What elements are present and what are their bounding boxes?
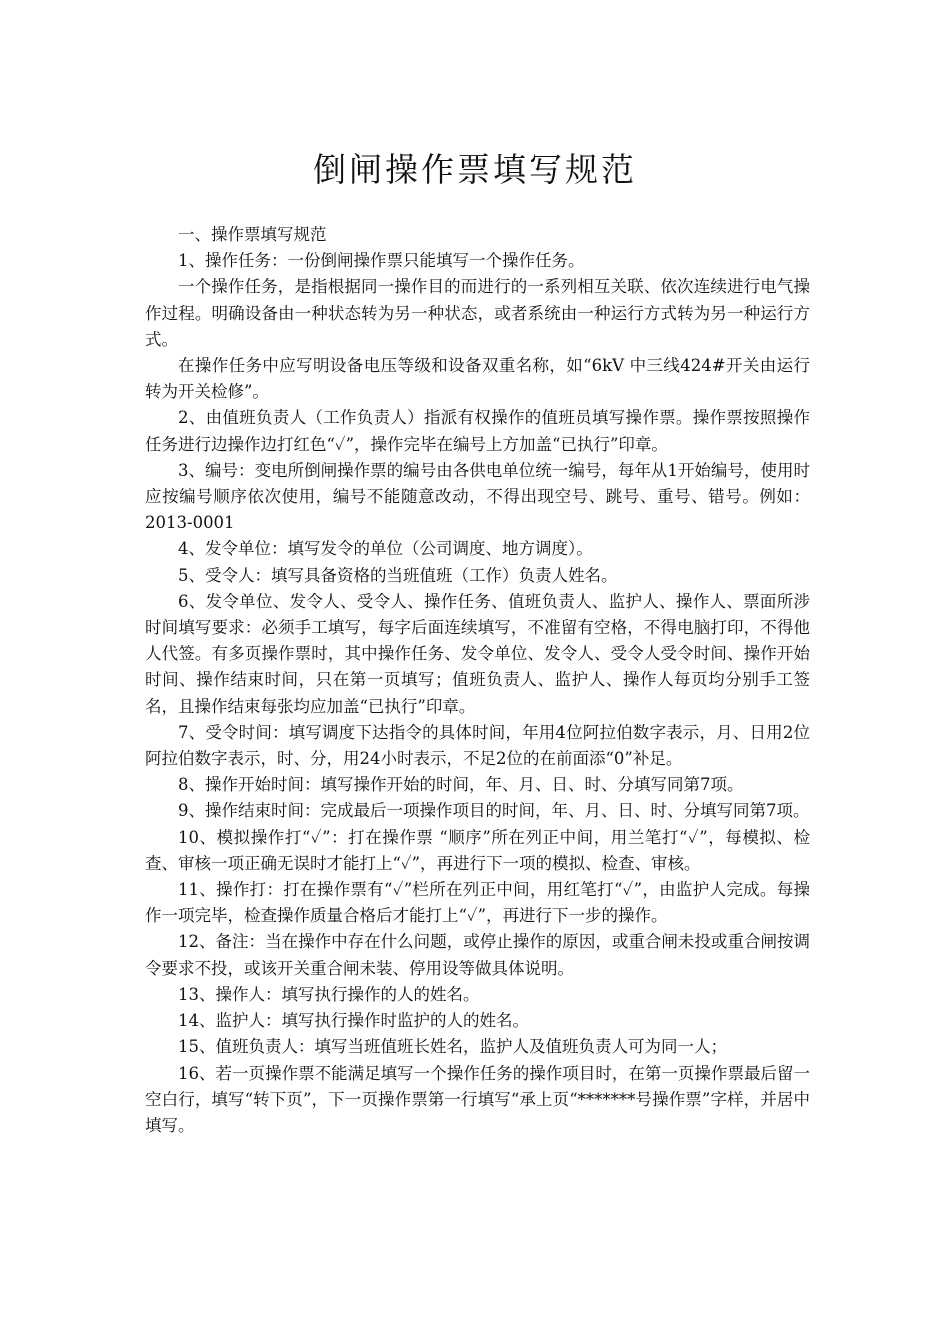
paragraph-item-2: 2、由值班负责人（工作负责人）指派有权操作的值班员填写操作票。操作票按照操作任务进行边操作边打红色“✓”，操作完毕在编号上方加盖“已执行”印章。: [145, 408, 810, 454]
paragraph-item-7: 7、受令时间：填写调度下达指令的具体时间，年用4位阿拉伯数字表示，月、日用2位阿拉伯数字表示，时、分，用24小时表示，不足2位的在前面添“0”补足。: [145, 722, 810, 769]
paragraph-item-15: 15、值班负责人：填写当班值班长姓名，监护人及值班负责人可为同一人；: [178, 1037, 727, 1057]
document-title: 倒闸操作票填写规范: [313, 150, 637, 190]
paragraph-item-1: 1、操作任务：一份倒闸操作票只能填写一个操作任务。: [178, 251, 585, 271]
paragraph-item-4: 4、发令单位：填写发令的单位（公司调度、地方调度）。: [178, 539, 593, 559]
paragraph-item-13: 13、操作人：填写执行操作的人的姓名。: [178, 984, 480, 1004]
paragraph-item-14: 14、监护人：填写执行操作时监护的人的姓名。: [178, 1011, 529, 1031]
paragraph-item-8: 8、操作开始时间：填写操作开始的时间，年、月、日、时、分填写同第7项。: [178, 775, 744, 795]
document-body: [145, 222, 810, 1139]
paragraph-item-12: 12、备注：当在操作中存在什么问题，或停止操作的原因，或重合闸未投或重合闸按调令要求不投，或该开关重合闸未装、停用设等做具体说明。: [145, 932, 810, 978]
paragraph-item-1-example: 在操作任务中应写明设备电压等级和设备双重名称，如“6kV 中三线424#开关由运行转为开关检修”。: [145, 356, 810, 402]
paragraph-item-11: 11、操作打：打在操作票有“✓”栏所在列正中间，用红笔打“✓”，由监护人完成。每操作一项完毕，检查操作质量合格后才能打上“✓”，再进行下一步的操作。: [145, 880, 810, 926]
paragraph-item-5: 5、受令人：填写具备资格的当班值班（工作）负责人姓名。: [178, 565, 618, 585]
paragraph-item-10: 10、模拟操作打“✓”：打在操作票 “顺序”所在列正中间，用兰笔打“✓”，每模拟、检查、审核一项正确无误时才能打上“✓”，再进行下一项的模拟、检查、审核。: [145, 827, 810, 873]
section-heading: 一、操作票填写规范: [178, 225, 327, 244]
paragraph-item-16: 16、若一页操作票不能满足填写一个操作任务的操作项目时，在第一页操作票最后留一空白行，填写“转下页”，下一页操作票第一行填写“承上页“*******号操作票”字样，并居中填写。: [145, 1063, 810, 1135]
paragraph-item-9: 9、操作结束时间：完成最后一项操作项目的时间，年、月、日、时、分填写同第7项。: [178, 801, 810, 821]
paragraph-item-1-definition: 一个操作任务，是指根据同一操作目的而进行的一系列相互关联、依次连续进行电气操作过程。明确设备由一种状态转为另一种状态，或者系统由一种运行方式转为另一种运行方式。: [145, 277, 810, 349]
paragraph-item-3: 3、编号：变电所倒闸操作票的编号由各供电单位统一编号，每年从1开始编号，使用时应按编号顺序依次使用，编号不能随意改动，不得出现空号、跳号、重号、错号。例如：2013-0001: [145, 460, 810, 533]
paragraph-item-6: 6、发令单位、发令人、受令人、操作任务、值班负责人、监护人、操作人、票面所涉时间填写要求：必须手工填写，每字后面连续填写，不准留有空格，不得电脑打印，不得他人代签。有多页操作票时，其中操作任务、发令单位、发令人、受令人受令时间、操作开始时间、操作结束时间，只在第一页填写；值班负责人、监护人、操作人每页均分别手工签名，且操作结束每张均应加盖“已执行”印章。: [145, 591, 810, 716]
